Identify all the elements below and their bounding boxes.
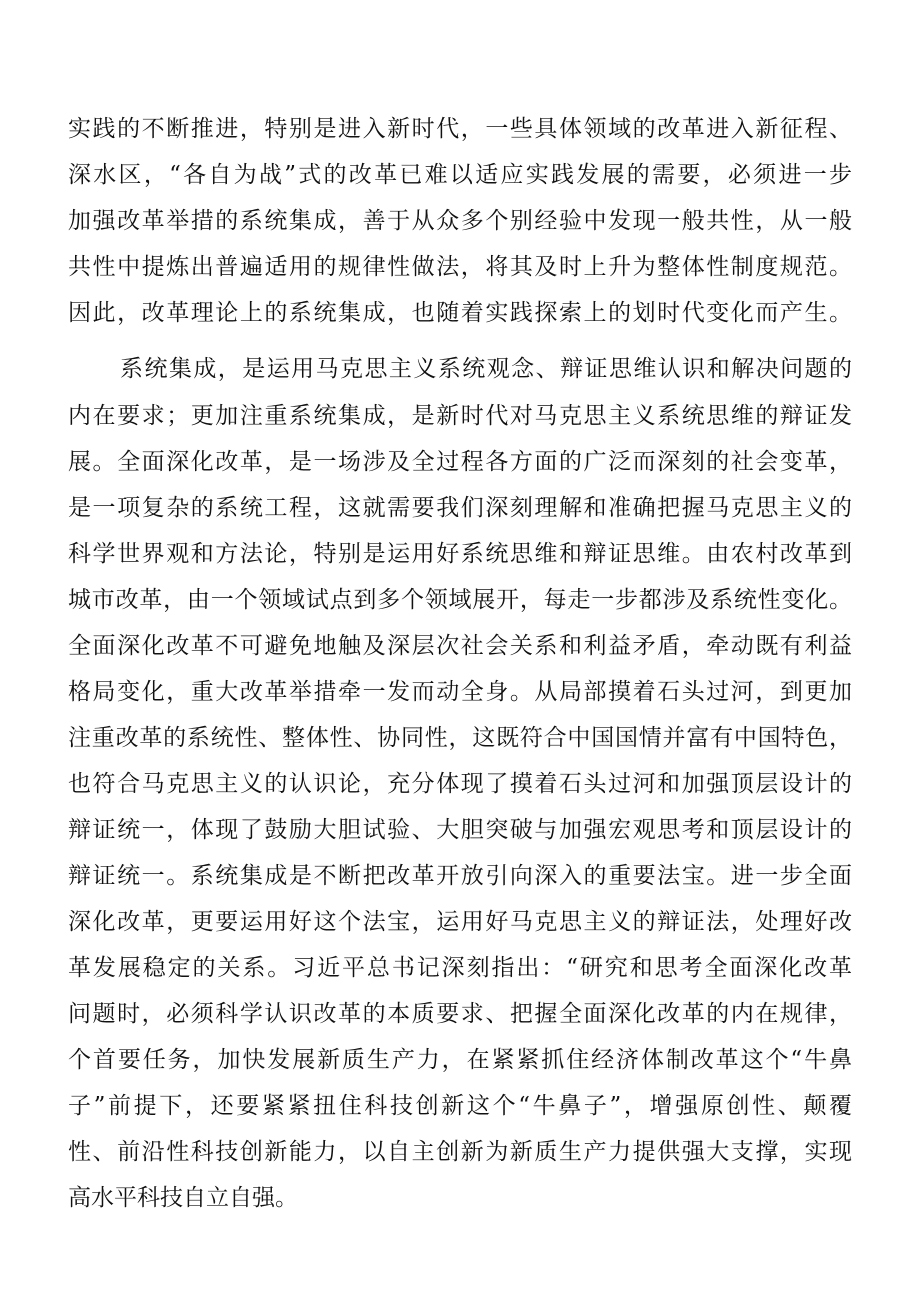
text-line: 辩证统一。系统集成是不断把改革开放引向深入的重要法宝。进一步全面 xyxy=(68,863,852,889)
text-line: 科学世界观和方法论，特别是运用好系统思维和辩证思维。由农村改革到 xyxy=(68,541,852,567)
text-line: 革发展稳定的关系。习近平总书记深刻指出：“研究和思考全面深化改革 xyxy=(68,955,852,981)
text-line: 子”前提下，还要紧紧扭住科技创新这个“牛鼻子”，增强原创性、颠覆 xyxy=(68,1093,852,1119)
text-line: 因此，改革理论上的系统集成，也随着实践探索上的划时代变化而产生。 xyxy=(68,300,852,326)
text-line: 深化改革，更要运用好这个法宝，运用好马克思主义的辩证法，处理好改 xyxy=(68,909,852,935)
text-line: 高水平科技自立自强。 xyxy=(68,1185,298,1211)
text-line: 辩证统一，体现了鼓励大胆试验、大胆突破与加强宏观思考和顶层设计的 xyxy=(68,817,852,843)
text-line: 也符合马克思主义的认识论，充分体现了摸着石头过河和加强顶层设计的 xyxy=(68,771,852,797)
text-line: 深水区，“各自为战”式的改革已难以适应实践发展的需要，必须进一步 xyxy=(68,162,852,188)
text-line: 全面深化改革不可避免地触及深层次社会关系和利益矛盾，牵动既有利益 xyxy=(68,633,852,659)
text-line: 是一项复杂的系统工程，这就需要我们深刻理解和准确把握马克思主义的 xyxy=(68,495,852,521)
text-line: 注重改革的系统性、整体性、协同性，这既符合中国国情并富有中国特色， xyxy=(68,725,852,751)
paragraph-first-line: 系统集成，是运用马克思主义系统观念、辩证思维认识和解决问题的 xyxy=(120,356,852,382)
text-line: 实践的不断推进，特别是进入新时代，一些具体领域的改革进入新征程、 xyxy=(68,116,852,142)
text-line: 城市改革，由一个领域试点到多个领域展开，每走一步都涉及系统性变化。 xyxy=(68,587,852,613)
text-line: 性、前沿性科技创新能力，以自主创新为新质生产力提供强大支撑，实现 xyxy=(68,1139,852,1165)
text-line: 加强改革举措的系统集成，善于从众多个别经验中发现一般共性，从一般 xyxy=(68,208,852,234)
text-line: 问题时，必须科学认识改革的本质要求、把握全面深化改革的内在规律， xyxy=(68,1001,852,1027)
text-line: 共性中提炼出普遍适用的规律性做法，将其及时上升为整体性制度规范。 xyxy=(68,254,852,280)
text-line: 个首要任务，加快发展新质生产力，在紧紧抓住经济体制改革这个“牛鼻 xyxy=(68,1047,852,1073)
text-line: 格局变化，重大改革举措牵一发而动全身。从局部摸着石头过河，到更加 xyxy=(68,679,852,705)
text-line: 内在要求；更加注重系统集成，是新时代对马克思主义系统思维的辩证发 xyxy=(68,403,852,429)
text-line: 展。全面深化改革，是一场涉及全过程各方面的广泛而深刻的社会变革， xyxy=(68,449,852,475)
